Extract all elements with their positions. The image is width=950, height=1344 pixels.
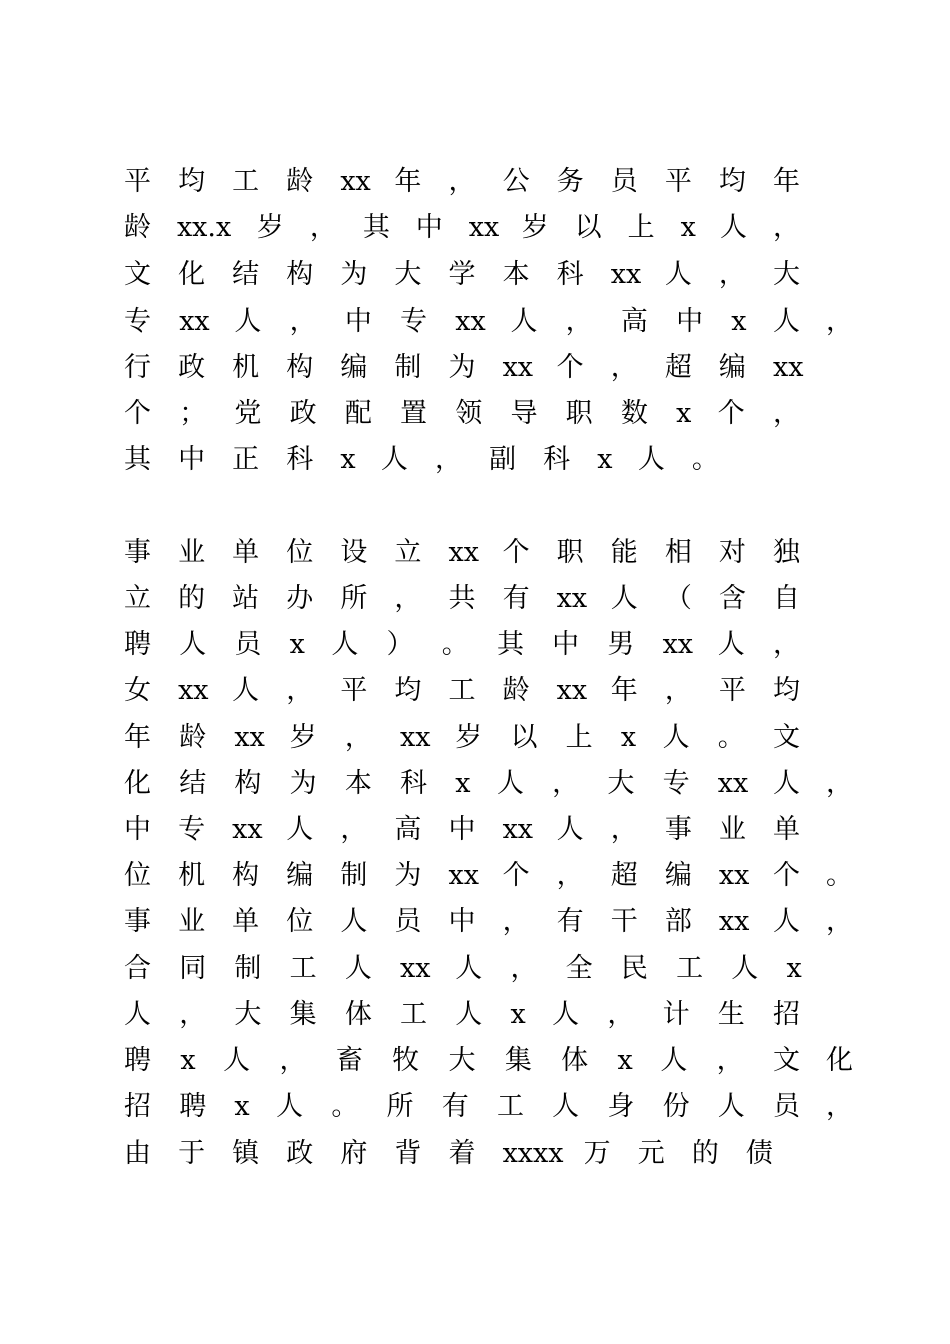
text-token: （ [664,583,692,614]
text-token: 人 [552,1091,580,1122]
text-token: 聘 [124,1045,151,1076]
text-token: x [680,212,696,243]
text-token: 人 [340,906,368,937]
text-line [0,992,950,1038]
text-token: 身 [607,1091,635,1122]
text-token: 共 [448,583,476,614]
text-token: ， [510,953,538,984]
text-token: xx [234,722,265,753]
text-token: 位 [286,906,314,937]
text-token: 人 [223,1045,251,1076]
text-token: xx [502,352,534,383]
text-token: 超 [664,352,692,383]
text-token: 编 [286,860,314,891]
text-token: 人 [717,629,745,660]
text-token: 人 [637,444,665,475]
text-line [0,1131,950,1177]
text-token: ， [826,768,853,799]
text-token: 职 [556,537,584,568]
text-token: 科 [400,768,428,799]
text-token: 计 [662,999,690,1030]
text-token: 单 [232,537,260,568]
text-token: 。 [691,444,719,475]
text-token: 员 [234,629,262,660]
text-token: 单 [773,814,800,845]
text-token: x [731,306,747,337]
text-token: 站 [232,583,260,614]
text-token: 化 [178,259,206,290]
text-line [0,899,950,945]
text-token: ， [565,306,593,337]
text-token: ， [610,352,638,383]
text-token: 人 [455,999,483,1030]
text-token: 为 [394,860,422,891]
text-token: 其 [124,444,151,475]
text-line [0,299,950,345]
text-token: 办 [286,583,314,614]
text-line [0,437,950,483]
text-token: 文 [773,1045,800,1076]
text-token: 其 [362,212,390,243]
text-token: 平 [664,166,692,197]
text-token: 人 [331,629,359,660]
text-token: 事 [124,537,151,568]
text-line [0,853,950,899]
text-token: 大 [394,259,422,290]
text-token: 业 [718,814,746,845]
text-token: 务 [556,166,584,197]
text-token: 为 [448,352,476,383]
text-token: xx [610,259,642,290]
text-token: 全 [565,953,593,984]
text-line [0,530,950,576]
text-token: 均 [178,166,206,197]
text-token: ， [826,1091,853,1122]
text-token: ， [435,444,462,475]
text-token: ， [552,768,580,799]
text-token: 招 [124,1091,151,1122]
text-token: 政 [178,352,206,383]
text-token: 份 [662,1091,690,1122]
text-token: 有 [441,1091,469,1122]
text-token: xx [556,583,588,614]
text-token: 生 [717,999,745,1030]
text-token: 含 [718,583,746,614]
text-token: xx [718,906,750,937]
text-token: 工 [676,953,704,984]
text-token: 个 [502,537,530,568]
text-line [0,391,950,437]
text-line [0,576,950,622]
text-token: 人 [664,259,692,290]
text-token: 着 [448,1138,476,1169]
text-token: x [289,629,305,660]
text-token: 单 [232,906,260,937]
text-token: 超 [610,860,638,891]
text-line [0,715,950,761]
text-token: ， [826,306,853,337]
text-line [0,761,950,807]
text-token: 工 [289,953,317,984]
text-token: 民 [620,953,648,984]
text-token: 聘 [179,1091,207,1122]
text-token: 自 [773,583,800,614]
text-token: 畜 [335,1045,363,1076]
text-token: ， [610,814,638,845]
text-token: ， [309,212,337,243]
text-token: 背 [394,1138,422,1169]
text-token: 人 [731,953,759,984]
text-token: xx.x [176,212,232,243]
text-token: ， [556,860,584,891]
text-token: 人 [773,768,800,799]
text-token: xx [773,352,804,383]
text-token: ， [773,212,800,243]
text-token: 府 [340,1138,368,1169]
text-token: 置 [400,398,428,429]
text-token: ， [607,999,635,1030]
text-token: ， [773,398,800,429]
text-token: 专 [400,306,428,337]
text-token: 工 [496,1091,524,1122]
text-token: x [676,398,692,429]
text-token: 岁 [521,212,549,243]
text-line [0,205,950,251]
text-token: x [180,1045,196,1076]
text-token: 配 [344,398,372,429]
text-line [0,1038,950,1084]
text-token: 平 [124,166,151,197]
text-token: 工 [400,999,428,1030]
text-token: 龄 [124,212,151,243]
text-token: 专 [178,814,206,845]
text-token: 的 [691,1138,719,1169]
text-token: 个 [773,860,800,891]
text-token: 岁 [455,722,483,753]
text-token: 元 [637,1138,665,1169]
text-token: x [786,953,802,984]
text-token: 牧 [392,1045,420,1076]
text-token: 专 [662,768,690,799]
text-token: 人 [496,768,524,799]
text-token: ， [826,906,853,937]
text-token: 人 [232,675,260,706]
text-token: 科 [543,444,571,475]
text-token: 文 [124,259,151,290]
text-token: 事 [664,814,692,845]
text-token: 龄 [286,166,314,197]
text-token: 于 [178,1138,206,1169]
text-token: 。 [331,1091,359,1122]
text-token: 工 [448,675,476,706]
text-line [0,1084,950,1130]
text-token: x [597,444,613,475]
text-token: 人 [510,306,538,337]
text-token: 均 [718,166,746,197]
text-token: 化 [826,1045,853,1076]
text-token: 聘 [124,629,151,660]
text-token: 本 [502,259,530,290]
text-token: xx [232,814,263,845]
text-token: 人 [124,999,151,1030]
text-line [0,252,950,298]
text-token: 年 [773,166,800,197]
text-token: 立 [124,583,151,614]
text-token: 的 [178,583,206,614]
text-token: 大 [448,1045,476,1076]
text-token: 有 [502,583,530,614]
text-token: xx [556,675,588,706]
text-token: ， [716,1045,744,1076]
text-token: 中 [124,814,151,845]
text-token: 文 [773,722,800,753]
text-token: 本 [344,768,372,799]
text-token: 高 [620,306,648,337]
text-token: 制 [234,953,262,984]
text-token: x [455,768,471,799]
text-token: xx [400,953,431,984]
text-token: xx [340,166,371,197]
text-token: 平 [340,675,368,706]
text-token: 机 [232,352,260,383]
text-token: 业 [178,537,206,568]
text-token: x [510,999,526,1030]
text-token: xx [717,768,749,799]
text-token: 事 [124,906,151,937]
text-token: 大 [607,768,635,799]
text-token: 以 [574,212,602,243]
text-token: 政 [289,398,317,429]
text-token: 制 [340,860,368,891]
text-token: xx [455,306,486,337]
text-token: 人 [717,1091,745,1122]
text-token: xx [718,860,750,891]
text-token: ， [664,675,692,706]
text-token: 所 [340,583,368,614]
text-line [0,159,950,205]
text-token: xx [448,860,479,891]
text-token: 龄 [502,675,530,706]
text-token: 人 [380,444,408,475]
text-token: ， [344,722,372,753]
text-token: ， [279,1045,307,1076]
text-token: 人 [556,814,584,845]
text-token: 人 [773,906,800,937]
text-token: 。 [441,629,469,660]
text-token: ， [286,675,314,706]
text-line [0,622,950,668]
text-token: 专 [124,306,151,337]
text-token: 编 [340,352,368,383]
text-token: ， [340,814,368,845]
text-token: 。 [717,722,745,753]
text-token: 员 [610,166,638,197]
text-token: 招 [773,999,800,1030]
text-line [0,807,950,853]
text-token: 大 [773,259,800,290]
text-token: 党 [234,398,262,429]
text-line [0,345,950,391]
text-token: 合 [124,953,151,984]
text-token: ， [448,166,476,197]
text-token: 由 [124,1138,151,1169]
text-token: 为 [340,259,368,290]
text-token: 大 [234,999,262,1030]
text-token: x [340,444,356,475]
text-token: 设 [340,537,368,568]
text-token: 平 [718,675,746,706]
text-token: 公 [502,166,530,197]
text-token: x [620,722,637,753]
text-token: 中 [676,306,704,337]
text-token: xx [468,212,500,243]
text-token: 副 [489,444,517,475]
text-token: xx [662,629,694,660]
text-token: ， [179,999,207,1030]
text-token: 同 [179,953,207,984]
text-token: xx [179,306,210,337]
text-token: 员 [394,906,422,937]
text-token: 个 [556,352,584,383]
text-token: 数 [620,398,648,429]
text-token: 镇 [232,1138,260,1169]
text-token: 位 [124,860,151,891]
text-token: 债 [745,1138,773,1169]
text-token: 个 [124,398,151,429]
text-token: 独 [773,537,800,568]
text-token: 员 [773,1091,800,1122]
text-token: 相 [664,537,692,568]
text-token: 能 [610,537,638,568]
text-token: 上 [627,212,655,243]
text-token: 制 [394,352,422,383]
text-token: 人 [179,629,207,660]
text-token: 人 [552,999,580,1030]
text-token: 职 [565,398,593,429]
text-token: 中 [448,814,476,845]
text-token: 个 [717,398,745,429]
text-token: xx [400,722,431,753]
text-token: 万 [583,1138,611,1169]
text-token: 科 [286,444,314,475]
text-token: 行 [124,352,151,383]
text-token: 结 [179,768,207,799]
text-token: 女 [124,675,151,706]
text-token: x [617,1045,633,1076]
text-token: 以 [510,722,538,753]
text-token: 人 [455,953,483,984]
text-token: 集 [289,999,317,1030]
text-token: 化 [124,768,151,799]
text-token: 业 [178,906,206,937]
text-token: 导 [510,398,538,429]
text-token: 人 [276,1091,304,1122]
text-token: 人 [720,212,748,243]
text-token: 人 [660,1045,688,1076]
text-token: 领 [455,398,483,429]
text-token: 男 [607,629,635,660]
text-token: 。 [826,860,853,891]
text-token: ， [502,906,530,937]
text-token: 结 [232,259,260,290]
text-token: 有 [556,906,584,937]
text-token: 其 [496,629,524,660]
text-token: xxxx [502,1138,564,1169]
text-token: 岁 [256,212,284,243]
text-token: 中 [344,306,372,337]
text-token: 人 [610,583,638,614]
text-token: 高 [394,814,422,845]
text-token: 年 [610,675,638,706]
text-token: 上 [565,722,593,753]
text-token: 人 [344,953,372,984]
text-token: 工 [232,166,260,197]
text-token: 立 [394,537,422,568]
text-token: ， [718,259,746,290]
text-token: 位 [286,537,314,568]
text-token: 中 [552,629,580,660]
text-token: 个 [502,860,530,891]
text-token: ， [394,583,422,614]
text-token: ， [289,306,317,337]
text-token: 体 [344,999,372,1030]
text-token: 政 [286,1138,314,1169]
text-token: ） [386,629,414,660]
text-token: 部 [664,906,692,937]
text-line [0,668,950,714]
text-token: 年 [124,722,151,753]
text-token: xx [448,537,479,568]
text-token: 人 [773,306,800,337]
text-token: 龄 [179,722,207,753]
text-token: 科 [556,259,584,290]
text-token: ， [773,629,800,660]
text-token: x [234,1091,250,1122]
text-token: 构 [286,259,314,290]
text-token: ； [179,398,207,429]
text-token: 所 [386,1091,414,1122]
text-token: 机 [178,860,206,891]
text-token: 为 [289,768,317,799]
text-token: 均 [394,675,422,706]
text-token: 集 [504,1045,532,1076]
text-token: 体 [561,1045,589,1076]
text-token: 中 [415,212,443,243]
text-token: 中 [448,906,476,937]
text-token: 人 [286,814,314,845]
text-token: 构 [286,352,314,383]
text-token: 编 [664,860,692,891]
text-token: 构 [232,860,260,891]
text-token: 构 [234,768,262,799]
text-token: 对 [718,537,746,568]
text-token: 人 [234,306,262,337]
text-line [0,946,950,992]
text-token: 干 [610,906,638,937]
text-token: 中 [178,444,206,475]
text-token: xx [502,814,534,845]
text-token: 编 [718,352,746,383]
text-token: 均 [773,675,800,706]
text-token: 岁 [289,722,317,753]
text-token: 正 [232,444,260,475]
text-token: 年 [394,166,422,197]
text-token: 学 [448,259,476,290]
text-token: xx [178,675,209,706]
text-token: 人 [662,722,690,753]
